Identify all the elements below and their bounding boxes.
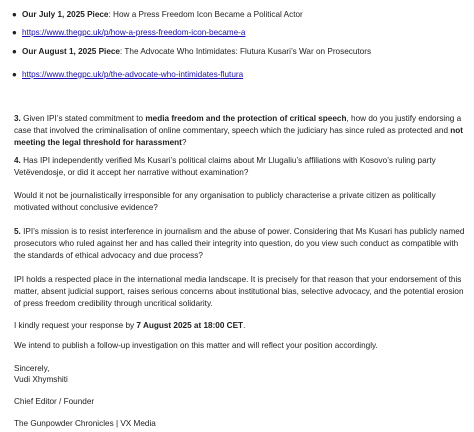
- question-5: 5. IPI’s mission is to resist interference in journalism and the abuse of power. Considering that Ms Kusari has publicly named prosecutors who ruled against her and has called their integrity into question, do you view such conduct as compatible with the standards of ethical advocacy and due process?: [14, 227, 465, 260]
- sender-title: Chief Editor / Founder: [14, 397, 95, 406]
- bullet-icon: ●: [12, 47, 17, 56]
- list-item: [12, 27, 246, 39]
- piece-lead: Our August 1, 2025 Piece: [22, 47, 120, 56]
- piece-title: : How a Press Freedom Icon Became a Political Actor: [108, 10, 303, 19]
- piece-link[interactable]: https://www.thegpc.uk/p/the-advocate-who-intimidates-flutura: [22, 70, 244, 79]
- question-4: 4. Has IPI independently verified Ms Kusari’s political claims about Mr Llugaliu’s affiliations with Kosovo’s ruling party Vetëvendosje, or did it accept her narrative without examination?: [14, 156, 436, 177]
- sender-org: The Gunpowder Chronicles | VX Media: [14, 419, 156, 428]
- paragraph: IPI holds a respected place in the international media landscape. It is precisely for that reason that your endorsement of this matter, absent judicial support, raises serious concerns about institutional bias, selective advocacy, and the potential erosion of press freedom credibility through uncritical solidarity.: [14, 275, 464, 308]
- bullet-icon: ●: [12, 10, 17, 19]
- bullet-icon: ●: [12, 70, 17, 79]
- piece-lead: Our July 1, 2025 Piece: [22, 10, 109, 19]
- question-3: 3. Given IPI’s stated commitment to media freedom and the protection of critical speech, how do you justify endorsing a case that involved the criminalisation of online commentary, speech which the judiciary has since ruled as protected and not meeting the legal threshold for harassment?: [14, 114, 464, 147]
- list-item: [12, 69, 244, 81]
- bullet-icon: ●: [12, 28, 17, 37]
- paragraph: Would it not be journalistically irresponsible for any organisation to publicly characterise a private citizen as politically motivated without conclusive evidence?: [14, 191, 436, 212]
- piece-link[interactable]: https://www.thegpc.uk/p/how-a-press-freedom-icon-became-a: [22, 28, 246, 37]
- list-item: [12, 46, 372, 58]
- piece-title: : The Advocate Who Intimidates: Flutura Kusari’s War on Prosecutors: [120, 47, 372, 56]
- closing: Sincerely,: [14, 364, 50, 373]
- sender-name: Vudi Xhymshiti: [14, 375, 68, 384]
- paragraph: We intend to publish a follow-up investigation on this matter and will reflect your position accordingly.: [14, 341, 378, 350]
- response-request: I kindly request your response by 7 August 2025 at 18:00 CET.: [14, 321, 246, 330]
- list-item: [12, 9, 303, 21]
